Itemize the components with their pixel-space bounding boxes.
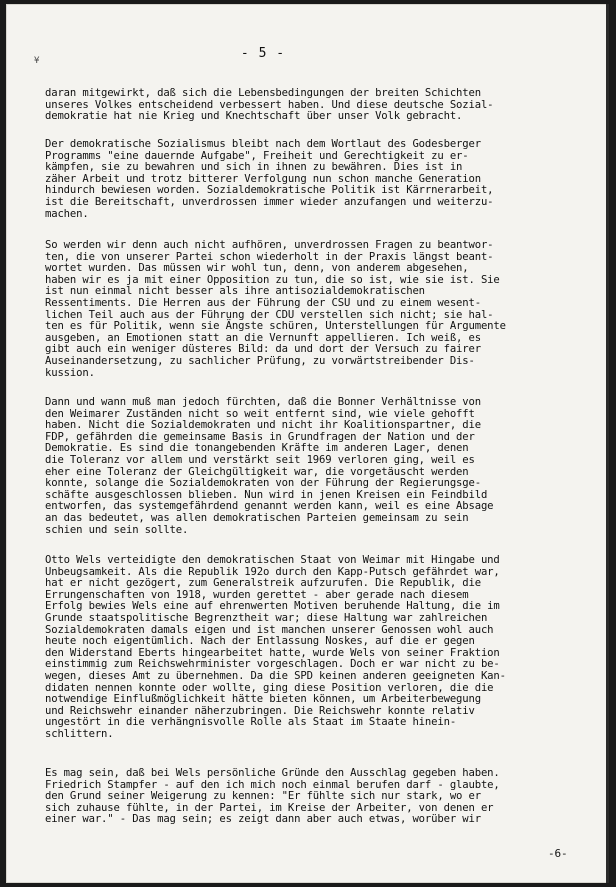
text-line: ist nun einmal nicht besser als ihre antisozialdemokratischen <box>45 285 425 298</box>
text-line: demokratie hat nie Krieg und Knechtschaft über unser Volk gebracht. <box>45 110 463 123</box>
page-edge-shadow <box>606 4 609 883</box>
text-line: unseres Volkes entscheidend verbessert haben. Und diese deutsche Sozial- <box>45 98 494 111</box>
text-line: Erfolg bewies Wels eine auf ehrenwerten Motiven beruhende Haltung, die im <box>45 600 500 613</box>
text-line: wegen, dieses Amt zu übernehmen. Da die SPD keinen anderen geeigneten Kan- <box>45 669 506 682</box>
paragraph-4 <box>45 397 575 536</box>
text-line: ten, die von unserer Partei schon wiederholt in der Praxis längst beant- <box>45 250 494 263</box>
text-line: heute noch eigentümlich. Nach der Entlassung Noskes, auf die er gegen <box>45 635 475 648</box>
text-line: Dann und wann muß man jedoch fürchten, daß die Bonner Verhältnisse von <box>45 396 481 408</box>
text-line: haben. Nicht die Sozialdemokraten und nicht ihr Koalitionspartner, die <box>45 419 481 432</box>
text-line: schlittern. <box>45 727 114 740</box>
text-line: einer war." - Das mag sein; es zeigt dann aber auch etwas, worüber wir <box>45 813 481 826</box>
margin-mark: ¥ <box>34 56 40 66</box>
text-line: daran mitgewirkt, daß sich die Lebensbedingungen der breiten Schichten <box>45 87 481 99</box>
text-line: einstimmig zum Reichswehrminister vorgeschlagen. Doch er war nicht zu be- <box>45 658 500 671</box>
text-line: machen. <box>45 207 89 220</box>
paragraph-2 <box>45 139 575 220</box>
text-line: entworfen, das systemgefährdend genannt werden kann, weil es eine Absage <box>45 500 494 513</box>
text-line: So werden wir denn auch nicht aufhören, unverdrossen Fragen zu beantwor- <box>45 239 494 251</box>
text-line: gibt auch ein weniger düsteres Bild: da und dort der Versuch zu fairer <box>45 343 481 356</box>
text-line: lichen Teil auch aus der Führung der CDU verstellen sich nicht; sie hal- <box>45 308 494 321</box>
text-line: ungestört in die verhängnisvolle Rolle als Staat im Staate hinein- <box>45 716 457 729</box>
text-line: und Reichswehr einander näherzubringen. Die Reichswehr konnte relativ <box>45 704 475 717</box>
text-line: hindurch bewiesen worden. Sozialdemokratische Politik ist Kärrnerarbeit, <box>45 184 494 197</box>
text-line: die Toleranz vor allem und verstärkt seit 1969 verloren ging, weil es <box>45 453 475 466</box>
paragraph-1 <box>45 88 575 123</box>
text-line: hat er nicht gezögert, zum Generalstreik aufzurufen. Die Republik, die <box>45 577 481 590</box>
text-line: ist die Bereitschaft, unverdrossen immer wieder anzufangen und weiterzu- <box>45 195 494 208</box>
text-line: Friedrich Stampfer - auf den ich mich noch einmal berufen darf - glaubte, <box>45 778 500 791</box>
text-line: Grunde staatspolitische Begrenztheit war; diese Haltung war zahlreichen <box>45 611 488 624</box>
text-line: schäfte ausgeschlossen blieben. Nun wird in jenen Kreisen ein Feindbild <box>45 488 488 501</box>
paragraph-6 <box>45 768 575 826</box>
text-line: den Grund seiner Weigerung zu kennen: "Er fühlte sich nur stark, wo er <box>45 790 481 803</box>
next-page-marker: -6- <box>548 847 568 860</box>
text-line: Sozialdemokraten damals eigen und ist manchen unserer Genossen wohl auch <box>45 623 494 636</box>
text-line: Otto Wels verteidigte den demokratischen Staat von Weimar mit Hingabe und <box>45 554 500 566</box>
text-line: Unbeugsamkeit. Als die Republik 192o durch den Kapp-Putsch gefährdet war, <box>45 565 500 578</box>
text-line: Auseinandersetzung, zu sachlicher Prüfung, zu vorwärtstreibender Dis- <box>45 354 475 367</box>
text-line: Demokratie. Es sind die tonangebenden Kräfte im anderen Lager, denen <box>45 442 469 455</box>
text-line: Errungenschaften von 1918, wurden gerettet - aber gerade nach diesem <box>45 588 469 601</box>
text-line: eher eine Toleranz der Gleichgültigkeit war, die vorgetäuscht werden <box>45 465 469 478</box>
text-line: Ressentiments. Die Herren aus der Führung der CSU und zu einem wesent- <box>45 296 481 309</box>
page-number: - 5 - <box>240 46 286 61</box>
text-line: FDP, gefährden die gemeinsame Basis in Grundfragen der Nation und der <box>45 430 475 443</box>
text-line: Der demokratische Sozialismus bleibt nach dem Wortlaut des Godesberger <box>45 138 481 150</box>
text-line: sich zuhause fühlte, in der Partei, im Kreise der Arbeiter, von denen er <box>45 801 494 814</box>
text-line: konnte, solange die Sozialdemokraten von der Führung der Regierungsge- <box>45 477 481 490</box>
text-line: kussion. <box>45 366 95 379</box>
text-line: notwendige Einflußmöglichkeit hätte bieten können, um Arbeiterbewegung <box>45 693 481 706</box>
text-line: den Weimarer Zuständen nicht so weit entfernt sind, wie viele gehofft <box>45 407 475 420</box>
text-line: ten es für Politik, wenn sie Ängste schüren, Unterstellungen für Argumente <box>45 320 506 333</box>
text-line: schien und sein sollte. <box>45 523 189 536</box>
text-line: ausgeben, an Emotionen statt an die Vernunft appellieren. Ich weiß, es <box>45 331 481 344</box>
text-line: zäher Arbeit und trotz bitterer Verfolgung nun schon manche Generation <box>45 172 481 185</box>
paragraph-3 <box>45 240 575 379</box>
text-line: an das bedeutet, was allen demokratischen Parteien gemeinsam zu sein <box>45 511 469 524</box>
text-line: den Widerstand Eberts hingearbeitet hatte, wurde Wels von seiner Fraktion <box>45 646 500 659</box>
document-page <box>6 4 609 883</box>
text-line: Es mag sein, daß bei Wels persönliche Gründe den Ausschlag gegeben haben. <box>45 767 500 779</box>
text-line: didaten nennen konnte oder wollte, ging diese Position verloren, die die <box>45 681 494 694</box>
text-line: kämpfen, sie zu bewahren und sich in ihnen zu bewähren. Dies ist in <box>45 161 463 174</box>
text-line: haben wir es ja mit einer Opposition zu tun, die so ist, wie sie ist. Sie <box>45 273 500 286</box>
text-line: Programms "eine dauernde Aufgabe", Freiheit und Gerechtigkeit zu er- <box>45 149 469 162</box>
text-line: wortet wurden. Das müssen wir wohl tun, denn, von anderem abgesehen, <box>45 262 469 275</box>
paragraph-5 <box>45 555 575 741</box>
